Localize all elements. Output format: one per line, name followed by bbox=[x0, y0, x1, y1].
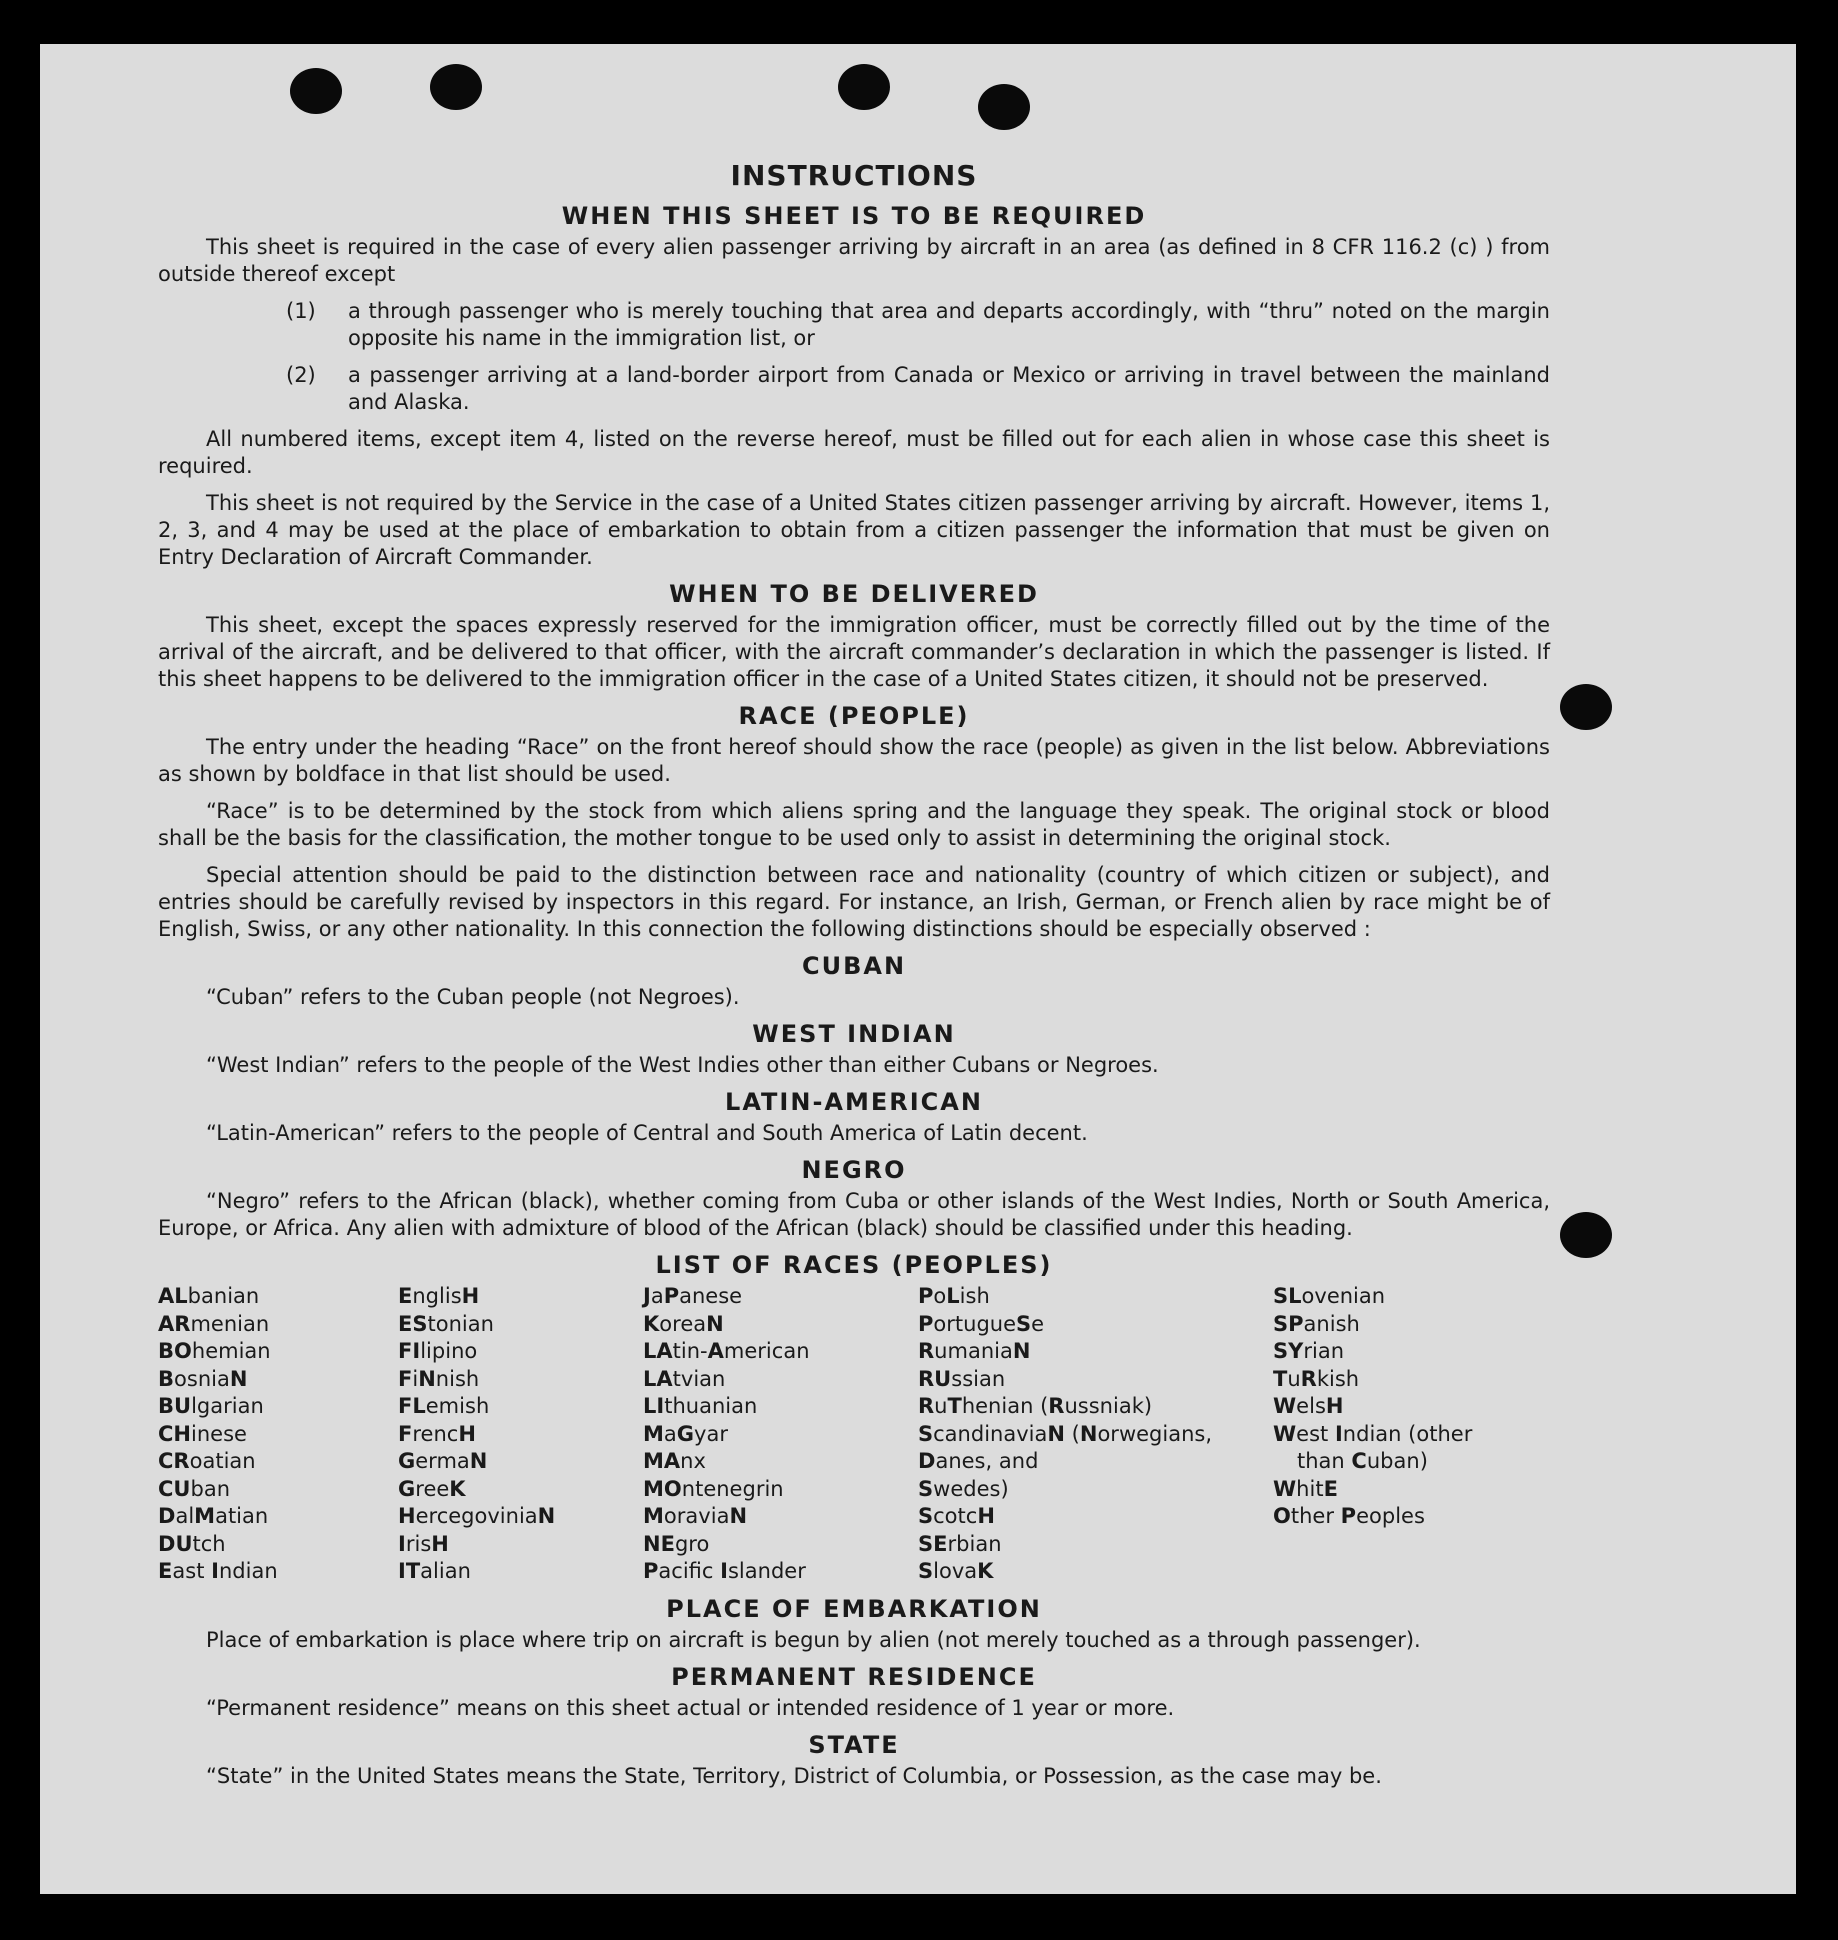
heading-when-required: WHEN THIS SHEET IS TO BE REQUIRED bbox=[561, 202, 1147, 230]
race-entry: BosniaN bbox=[158, 1366, 248, 1391]
race-entry: SPanish bbox=[1273, 1311, 1360, 1336]
race-entry: NEgro bbox=[643, 1531, 710, 1556]
heading-place-of-embarkation: PLACE OF EMBARKATION bbox=[666, 1594, 1042, 1623]
punch-hole bbox=[430, 64, 482, 110]
race-entry: LAtvian bbox=[643, 1366, 726, 1391]
list-item bbox=[158, 298, 1550, 352]
punch-hole bbox=[1560, 1212, 1612, 1258]
heading-list-of-races: LIST OF RACES (PEOPLES) bbox=[655, 1251, 1053, 1279]
race-entry: RuThenian (Russniak) bbox=[918, 1394, 1153, 1418]
race-entry: MaGyar bbox=[643, 1421, 728, 1446]
instructions-content bbox=[158, 159, 1550, 1800]
race-column bbox=[158, 1283, 398, 1586]
paragraph-state: “State” in the United States means the State, Territory, District of Columbia, or Possession, as the case may be. bbox=[206, 1763, 1382, 1788]
race-entry: Pacifc Islander bbox=[643, 1559, 806, 1583]
race-entry: DUtch bbox=[158, 1531, 226, 1556]
list-item bbox=[158, 362, 1550, 416]
punch-hole bbox=[1560, 684, 1612, 730]
paragraph-citizen: This sheet is not required by the Service in the case of a United States citizen passenger arriving by aircraft. However, items 1, 2, 3, and 4 may be used at the place of embarkation to obtain from a citizen passenger the information that must be given on Entry Declaration of Aircraft Commander. bbox=[158, 491, 1550, 569]
race-entry: MOntenegrin bbox=[643, 1476, 784, 1501]
race-entry: SlovaK bbox=[918, 1559, 994, 1583]
race-entry: ITalian bbox=[398, 1559, 471, 1583]
paragraph-cuban: “Cuban” refers to the Cuban people (not Negroes). bbox=[206, 985, 740, 1009]
race-entry: West Indian (other bbox=[1273, 1421, 1473, 1446]
race-entry: FiNnish bbox=[398, 1366, 480, 1391]
paragraph-race-3: Special attention should be paid to the distinction between race and nationality (country of which citizen or subject), and entries should be carefully revised by inspectors in this regard. For instance, an Irish, German, or French alien by race might be of English, Swiss, or any other nationality. In this connection the following distinctions should be especially observed : bbox=[158, 863, 1550, 941]
race-entry: HercegoviniaN bbox=[398, 1504, 556, 1528]
race-column bbox=[398, 1283, 643, 1586]
heading-permanent-residence: PERMANENT RESIDENCE bbox=[671, 1662, 1037, 1691]
race-entry: Swedes) bbox=[918, 1476, 1009, 1501]
race-entry: EnglisH bbox=[398, 1284, 480, 1308]
race-entry: ALbanian bbox=[158, 1284, 260, 1308]
race-entry: ScandinaviaN (Norwegians, bbox=[918, 1421, 1213, 1446]
race-entry: PoLish bbox=[918, 1284, 990, 1308]
race-entry: CHinese bbox=[158, 1421, 247, 1446]
item-text: a passenger arriving at a land-border airport from Canada or Mexico or arriving in travel between the mainland and Alaska. bbox=[348, 363, 1550, 414]
heading-cuban: CUBAN bbox=[801, 952, 907, 980]
heading-race: RACE (PEOPLE) bbox=[738, 702, 970, 730]
race-entry: Danes, and bbox=[918, 1449, 1039, 1473]
race-column bbox=[1273, 1283, 1513, 1586]
race-entry: GreeK bbox=[398, 1476, 466, 1501]
race-entry: WelsH bbox=[1273, 1394, 1344, 1418]
punch-hole bbox=[290, 68, 342, 114]
race-entry: KoreaN bbox=[643, 1311, 724, 1336]
race-entry: FIlipino bbox=[398, 1339, 478, 1363]
race-column bbox=[918, 1283, 1273, 1586]
heading-negro: NEGRO bbox=[801, 1156, 907, 1184]
paragraph-race-1: The entry under the heading “Race” on the front hereof should show the race (people) as given in the list below. Abbreviations as shown by boldface in that list should be used. bbox=[158, 735, 1550, 786]
punch-hole bbox=[978, 84, 1030, 130]
paragraph-when-required: This sheet is required in the case of every alien passenger arriving by aircraft in an area (as defined in 8 CFR 116.2 (c) ) from outside thereof except bbox=[158, 235, 1550, 286]
race-list bbox=[158, 1283, 1550, 1586]
race-entry: East Indian bbox=[158, 1559, 278, 1583]
race-entry: CUban bbox=[158, 1476, 231, 1501]
item-number: (1) bbox=[286, 299, 316, 323]
race-entry: PortugueSe bbox=[918, 1311, 1045, 1336]
heading-west-indian: WEST INDIAN bbox=[752, 1020, 956, 1048]
race-entry: LAtin-American bbox=[643, 1339, 810, 1363]
race-entry: SErbian bbox=[918, 1531, 1002, 1556]
heading-latin-american: LATIN-AMERICAN bbox=[725, 1088, 983, 1116]
paragraph-latin-american: “Latin-American” refers to the people of Central and South America of Latin decent. bbox=[206, 1121, 1088, 1145]
paragraph-permanent-residence: “Permanent residence” means on this sheet actual or intended residence of 1 year or more. bbox=[206, 1695, 1175, 1720]
race-entry: BUlgarian bbox=[158, 1394, 264, 1418]
race-entry: IrisH bbox=[398, 1531, 449, 1556]
race-entry: JaPanese bbox=[643, 1284, 743, 1308]
race-entry: SYrian bbox=[1273, 1339, 1345, 1363]
race-entry: LIthuanian bbox=[643, 1394, 758, 1418]
race-entry: WhitE bbox=[1273, 1476, 1338, 1501]
paragraph-west-indian: “West Indian” refers to the people of the West Indies other than either Cubans or Negroes. bbox=[206, 1053, 1159, 1077]
race-entry: MAnx bbox=[643, 1449, 706, 1473]
race-entry: SLovenian bbox=[1273, 1284, 1386, 1308]
race-entry: BOhemian bbox=[158, 1339, 271, 1363]
race-entry: than Cuban) bbox=[1297, 1449, 1428, 1473]
race-entry: CRoatian bbox=[158, 1449, 256, 1473]
race-entry: DalMatian bbox=[158, 1504, 269, 1528]
paragraph-negro: “Negro” refers to the African (black), whether coming from Cuba or other islands of the West Indies, North or South America, Europe, or Africa. Any alien with admixture of blood of the African (black) should be classified under this heading. bbox=[158, 1189, 1550, 1240]
race-entry: ARmenian bbox=[158, 1311, 270, 1336]
race-entry: TuRkish bbox=[1273, 1366, 1360, 1391]
document-sheet bbox=[40, 44, 1796, 1894]
paragraph-when-delivered: This sheet, except the spaces expressly reserved for the immigration officer, must be correctly filled out by the time of the arrival of the aircraft, and be delivered to that officer, with the aircraft commander’s declaration in which the passenger is listed. If this sheet happens to be delivered to the immigration officer in the case of a United States citizen, it should not be preserved. bbox=[158, 613, 1550, 691]
race-entry: FrencH bbox=[398, 1421, 476, 1446]
race-entry: GermaN bbox=[398, 1449, 488, 1473]
heading-state: STATE bbox=[808, 1730, 900, 1759]
race-entry: EStonian bbox=[398, 1311, 494, 1336]
race-entry: MoraviaN bbox=[643, 1504, 748, 1528]
race-entry: Other Peoples bbox=[1273, 1504, 1425, 1528]
race-column bbox=[643, 1283, 918, 1586]
heading-when-delivered: WHEN TO BE DELIVERED bbox=[669, 580, 1039, 608]
paragraph-place-of-embarkation: Place of embarkation is place where trip on aircraft is begun by alien (not merely touched as a through passenger). bbox=[206, 1627, 1421, 1652]
race-entry: RUssian bbox=[918, 1366, 1006, 1391]
race-entry: FLemish bbox=[398, 1394, 490, 1418]
race-entry: ScotcH bbox=[918, 1504, 995, 1528]
item-text: a through passenger who is merely touching that area and departs accordingly, with “thru” noted on the margin opposite his name in the immigration list, or bbox=[348, 299, 1550, 350]
paragraph-race-2: “Race” is to be determined by the stock from which aliens spring and the language they speak. The original stock or blood shall be the basis for the classification, the mother tongue to be used only to assist in determining the original stock. bbox=[158, 799, 1550, 850]
punch-hole bbox=[838, 64, 890, 110]
race-entry: RumaniaN bbox=[918, 1339, 1031, 1363]
page-title: INSTRUCTIONS bbox=[730, 159, 978, 192]
item-number: (2) bbox=[286, 363, 316, 387]
paragraph-numbered-items: All numbered items, except item 4, listed on the reverse hereof, must be filled out for each alien in whose case this sheet is required. bbox=[158, 427, 1550, 478]
